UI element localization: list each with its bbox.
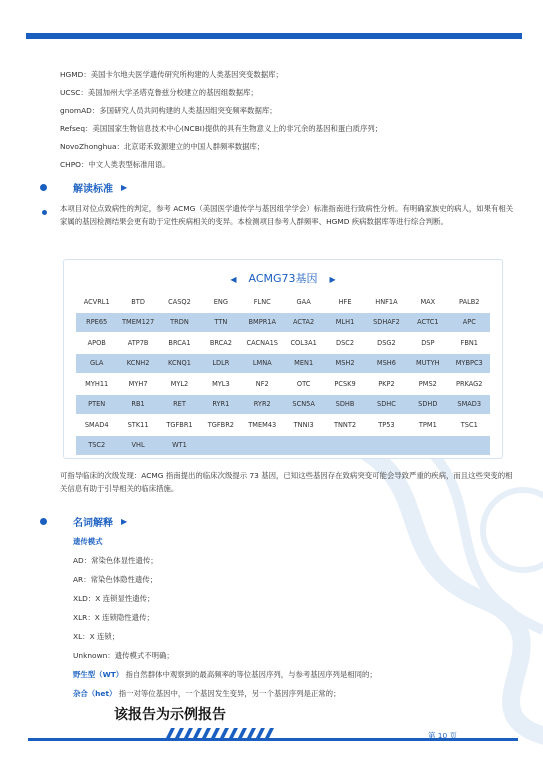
gene-cell: WT1 [159, 435, 200, 456]
gene-cell: NF2 [242, 374, 283, 395]
gene-cell: VHL [117, 435, 158, 456]
acmg-title: ACMG73基因 [248, 272, 318, 285]
gene-cell: HFE [324, 292, 365, 312]
gene-cell: SMAD4 [76, 415, 117, 436]
gene-cell: STK11 [117, 415, 158, 436]
interpretation-paragraph: 本项目对位点致病性的判定，参考 ACMG（美国医学遗传学与基因组学学会）标准指南进行致病性分析。有明确家族史的病人，如果有相关家属的基因检测结果会更有助于定性疾病相关的变异。本检测项目参考人群频率、HGMD 疾病数据库等进行综合判断。 [60, 204, 514, 226]
gene-cell: MYL3 [200, 374, 241, 395]
gene-cell: SDHAF2 [366, 312, 407, 333]
bullet-icon [40, 184, 47, 191]
gene-cell: MYH11 [76, 374, 117, 395]
gene-cell: MLH1 [324, 312, 365, 333]
gene-cell: SMAD3 [449, 394, 490, 415]
gene-cell: BRCA2 [200, 333, 241, 354]
wildtype-text: 指自然群体中观察到的最高频率的等位基因序列，与参考基因序列是相同的； [125, 670, 377, 679]
sample-report-note: 该报告为示例报告 [114, 707, 226, 723]
database-line-hgmd: HGMD：美国卡尔地夫医学遗传研究所构建的人类基因突变数据库； [60, 70, 283, 79]
acmg-gene-panel [63, 259, 503, 459]
empty-cell [366, 435, 407, 456]
gene-cell: PMS2 [407, 374, 448, 395]
gene-cell: PKP2 [366, 374, 407, 395]
gene-cell: HNF1A [366, 292, 407, 312]
gene-cell: TGFBR1 [159, 415, 200, 436]
gene-cell: LDLR [200, 353, 241, 374]
term-ar: AR：常染色体隐性遗传； [73, 575, 158, 584]
database-line-gnomad: gnomAD：多国研究人员共同构建的人类基因组突变频率数据库； [60, 106, 277, 115]
gene-cell: SCN5A [283, 394, 324, 415]
inheritance-mode-label: 遗传模式 [73, 537, 103, 546]
empty-cell [283, 435, 324, 456]
gene-cell: TMEM127 [117, 312, 158, 333]
gene-cell: TTN [200, 312, 241, 333]
arrow-right-icon: ▶ [329, 275, 336, 284]
gene-cell: MUTYH [407, 353, 448, 374]
gene-cell: RYR1 [200, 394, 241, 415]
acmg-note-paragraph: 可指导临床的次级发现：ACMG 指南提出的临床次级提示 73 基因，已知这些基因存在致病突变可能会导致严重的疾病，而且这些突变的相关信息有助于引导相关的临床措施。 [60, 471, 513, 493]
bullet-icon [42, 210, 47, 215]
gene-cell: KCNQ1 [159, 353, 200, 374]
gene-cell: SDHD [407, 394, 448, 415]
arrow-right-icon: ▶ [121, 517, 128, 526]
gene-cell: GAA [283, 292, 324, 312]
empty-cell [200, 435, 241, 456]
gene-cell: SDHC [366, 394, 407, 415]
gene-cell: SDHB [324, 394, 365, 415]
gene-row [76, 312, 490, 333]
bullet-icon [40, 518, 47, 525]
gene-cell: TSC2 [76, 435, 117, 456]
gene-cell: COL3A1 [283, 333, 324, 354]
gene-row [76, 374, 490, 395]
term-unknown: Unknown：遗传模式不明确； [73, 651, 174, 660]
database-line-novozhonghua: NovoZhonghua：北京诺禾致源建立的中国人群频率数据库； [60, 142, 265, 151]
gene-cell: PTEN [76, 394, 117, 415]
term-heterozygous [73, 688, 340, 699]
gene-cell: TPM1 [407, 415, 448, 436]
acmg-title-row [64, 270, 502, 286]
gene-cell: ACTA2 [283, 312, 324, 333]
gene-cell: TSC1 [449, 415, 490, 436]
gene-cell: MEN1 [283, 353, 324, 374]
gene-cell: DSC2 [324, 333, 365, 354]
gene-cell: MSH6 [366, 353, 407, 374]
term-xlr: XLR：X 连锁隐性遗传； [73, 613, 154, 622]
gene-row [76, 333, 490, 354]
gene-cell: BMPR1A [242, 312, 283, 333]
het-label: 杂合（het） [73, 689, 117, 698]
gene-cell: DSG2 [366, 333, 407, 354]
gene-cell: FLNC [242, 292, 283, 312]
gene-row [76, 394, 490, 415]
gene-cell: ACTC1 [407, 312, 448, 333]
gene-cell: TRDN [159, 312, 200, 333]
gene-cell: PRKAG2 [449, 374, 490, 395]
empty-cell [324, 435, 365, 456]
database-line-ucsc: UCSC：美国加州大学圣塔克鲁兹分校建立的基因组数据库； [60, 88, 258, 97]
gene-cell: TP53 [366, 415, 407, 436]
gene-cell: PCSK9 [324, 374, 365, 395]
database-line-refseq: Refseq：美国国家生物信息技术中心(NCBI)提供的具有生物意义上的非冗余的基因和蛋白质序列； [60, 124, 383, 133]
gene-cell: MSH2 [324, 353, 365, 374]
empty-cell [449, 435, 490, 456]
gene-row [76, 353, 490, 374]
gene-cell: TGFBR2 [200, 415, 241, 436]
gene-cell: CASQ2 [159, 292, 200, 312]
gene-cell: RYR2 [242, 394, 283, 415]
gene-cell: RB1 [117, 394, 158, 415]
gene-cell: DSP [407, 333, 448, 354]
arrow-left-icon: ◀ [230, 275, 237, 284]
section-interpretation-header [40, 180, 127, 195]
gene-cell: MYL2 [159, 374, 200, 395]
arrow-right-icon: ▶ [121, 183, 128, 192]
gene-cell: LMNA [242, 353, 283, 374]
gene-cell: APOB [76, 333, 117, 354]
gene-cell: ENG [200, 292, 241, 312]
gene-cell: MAX [407, 292, 448, 312]
het-text: 指一对等位基因中，一个基因发生变异，另一个基因序列是正常的； [118, 689, 341, 698]
section-title: 解读标准 [73, 184, 113, 195]
gene-cell: APC [449, 312, 490, 333]
gene-row [76, 415, 490, 436]
gene-cell: OTC [283, 374, 324, 395]
section-glossary-header [40, 514, 127, 529]
gene-row [76, 292, 490, 312]
gene-cell: TNNI3 [283, 415, 324, 436]
term-ad: AD：常染色体显性遗传； [73, 556, 158, 565]
gene-cell: FBN1 [449, 333, 490, 354]
page-number: 第 10 页 [428, 731, 457, 740]
gene-cell: CACNA1S [242, 333, 283, 354]
section-title: 名词解释 [73, 518, 113, 529]
gene-row [76, 435, 490, 456]
gene-cell: ATP7B [117, 333, 158, 354]
gene-cell: PALB2 [449, 292, 490, 312]
header-bar [26, 33, 522, 39]
empty-cell [407, 435, 448, 456]
gene-cell: RPE65 [76, 312, 117, 333]
acmg-gene-table [76, 292, 490, 456]
gene-cell: MYBPC3 [449, 353, 490, 374]
gene-cell: RET [159, 394, 200, 415]
gene-cell: MYH7 [117, 374, 158, 395]
gene-cell: GLA [76, 353, 117, 374]
term-xl: XL：X 连锁； [73, 632, 120, 641]
database-line-chpo: CHPO：中文人类表型标准用语。 [60, 160, 170, 169]
gene-cell: BTD [117, 292, 158, 312]
term-wildtype [73, 669, 377, 680]
gene-cell: KCNH2 [117, 353, 158, 374]
gene-cell: TNNT2 [324, 415, 365, 436]
wildtype-label: 野生型（WT） [73, 670, 124, 679]
gene-cell: BRCA1 [159, 333, 200, 354]
empty-cell [242, 435, 283, 456]
gene-cell: TMEM43 [242, 415, 283, 436]
term-xld: XLD：X 连锁显性遗传； [73, 594, 155, 603]
gene-cell: ACVRL1 [76, 292, 117, 312]
